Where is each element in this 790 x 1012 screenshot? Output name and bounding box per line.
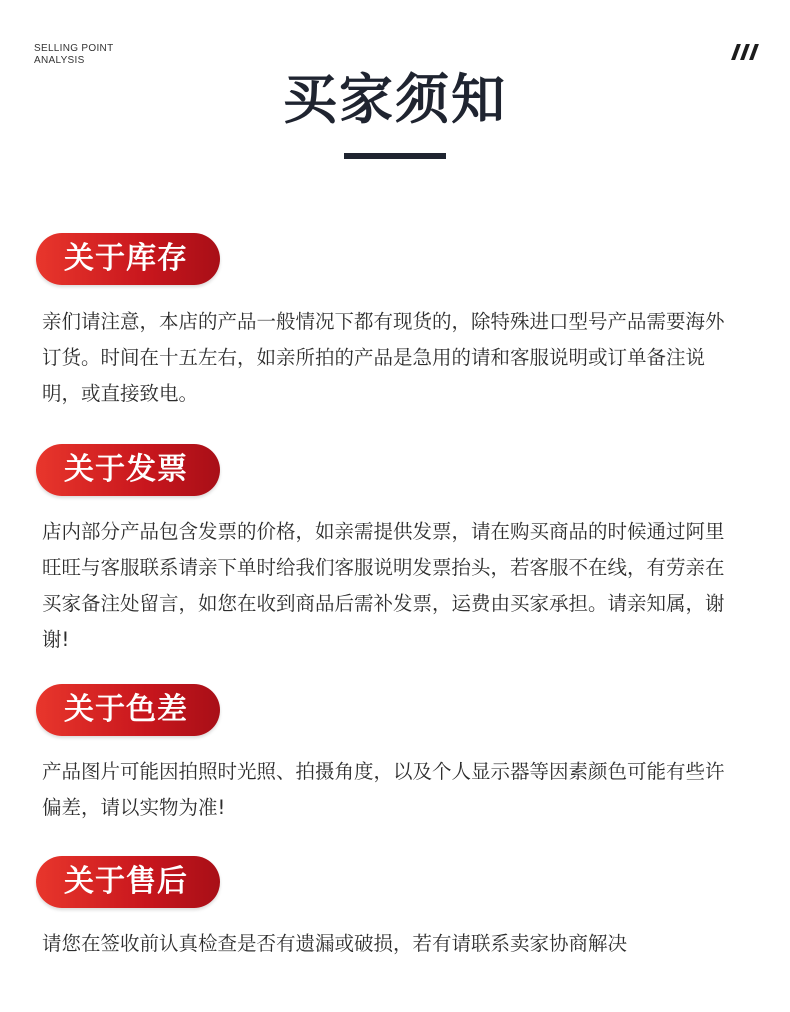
page-title: 买家须知 [283, 68, 507, 131]
section-heading-badge [36, 684, 220, 736]
section-heading: 关于库存 [64, 241, 188, 276]
section-heading-badge [36, 233, 220, 285]
tag-line-2: ANALYSIS [34, 55, 85, 66]
section-body: 请您在签收前认真检查是否有遗漏或破损，若有请联系卖家协商解决 [42, 932, 628, 955]
section-body: 亲们请注意，本店的产品一般情况下都有现货的，除特殊进口型号产品需要海外订货。时间在十五左右，如亲所拍的产品是急用的请和客服说明或订单备注说明，或直接致电。 [42, 310, 725, 405]
section-heading-badge [36, 856, 220, 908]
slashes-decoration-icon [734, 44, 756, 60]
section-heading: 关于发票 [64, 452, 188, 487]
section-heading: 关于色差 [64, 692, 188, 727]
tag-line-1: SELLING POINT [34, 43, 114, 54]
section-body: 店内部分产品包含发票的价格，如亲需提供发票，请在购买商品的时候通过阿里旺旺与客服联系请亲下单时给我们客服说明发票抬头，若客服不在线，有劳亲在买家备注处留言，如您在收到商品后需补发票，运费由买家承担。请亲知属，谢谢! [42, 520, 725, 651]
section-heading: 关于售后 [64, 864, 188, 899]
selling-point-tag [34, 43, 113, 67]
section-body: 产品图片可能因拍照时光照、拍摄角度，以及个人显示器等因素颜色可能有些许偏差，请以实物为准! [42, 760, 725, 819]
section-heading-badge [36, 444, 220, 496]
title-underline [344, 153, 446, 159]
